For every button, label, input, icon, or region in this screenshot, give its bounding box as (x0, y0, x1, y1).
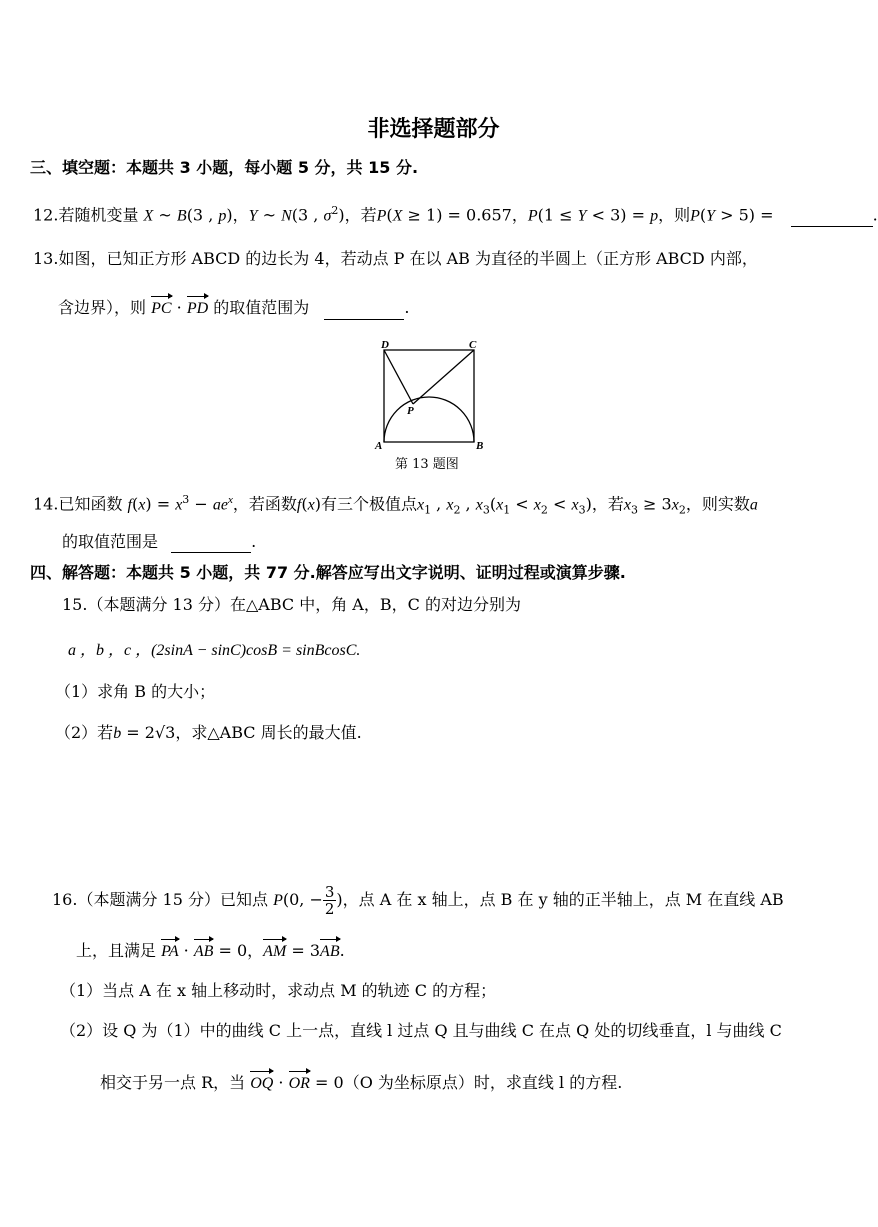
semicircle-ab (384, 397, 474, 442)
vector-pa: PA (161, 941, 178, 963)
question-16-line1: 16.（本题满分 15 分）已知点 P(0, − $\frac{3}{2}$ )，点 A 在 x 轴上，点 B 在 y 轴的正半轴上，点 M 在直线 AB (52, 883, 784, 918)
q14-mid: ，若函数 (232, 494, 297, 514)
question-16-part2-line1: （2）设 Q 为（1）中的曲线 C 上一点，直线 l 过点 Q 且与曲线 C 在点 Q 处的切线垂直，l 与曲线 C (60, 1021, 782, 1040)
question-15-line1: 15.（本题满分 13 分）在△ABC 中，角 A，B，C 的对边分别为 (62, 595, 521, 614)
figure-caption: 第 13 题图 (395, 457, 459, 472)
q12-answer-blank[interactable] (791, 212, 873, 227)
q14-answer-blank[interactable] (171, 538, 251, 553)
vector-am: AM (263, 941, 286, 963)
question-14-line2: 的取值范围是 . (62, 532, 257, 551)
q13-figure (370, 336, 490, 454)
q15-part2-pre: （2）若 (55, 723, 114, 742)
q14-mid2: 有三个极值点 (320, 494, 417, 514)
q13-answer-blank[interactable] (324, 305, 404, 320)
q16-part2-post: （O 为坐标原点）时，求直线 l 的方程. (343, 1073, 623, 1092)
question-12: 12.若随机变量 X ~ B(3 , p)，Y ~ N(3 , $\sigma^2$)，若P(X ≥ 1) = 0.657，P(1 ≤ Y < 3) = p，则P(Y > 5) = . (33, 200, 878, 227)
segment-pd (384, 350, 413, 404)
question-16-part1: （1）当点 A 在 x 轴上移动时，求动点 M 的轨迹 C 的方程； (60, 981, 497, 1000)
vector-pc: PC (151, 298, 171, 320)
q16-line1-pre: 16.（本题满分 15 分）已知点 (52, 890, 268, 909)
q13-line2-post: 的取值范围为 (213, 298, 310, 317)
question-15-part1: （1）求角 B 的大小； (55, 682, 216, 701)
vector-pd: PD (187, 298, 208, 320)
question-15-part2: （2）若b = 2√3，求△ABC 周长的最大值. (55, 723, 362, 742)
q16-line2-pre: 上，且满足 (76, 941, 157, 960)
answer-header: 四、解答题：本题共 5 小题，共 77 分.解答应写出文字说明、证明过程或演算步骤. (30, 563, 626, 582)
q14-pre: 14.已知函数 (33, 494, 123, 514)
q13-line2-pre: 含边界），则 (58, 298, 147, 317)
vector-oq: OQ (250, 1073, 273, 1095)
question-15-line2: a ，b ，c ，(2sinA − sinC)cosB = sinBcosC. (68, 642, 361, 659)
q12-end: ，则 (658, 205, 691, 225)
vector-ab-2: AB (320, 941, 340, 963)
vector-or: OR (289, 1073, 310, 1095)
section-title: 非选择题部分 (367, 117, 500, 142)
q15-part2-post: ，求△ABC 周长的最大值. (175, 723, 362, 742)
q12-label: 12.若随机变量 (33, 205, 139, 225)
question-13-line1: 13.如图，已知正方形 ABCD 的边长为 4，若动点 P 在以 AB 为直径的半圆上（正方形 ABCD 内部， (33, 249, 758, 268)
fraction-3-2: $\frac{3}{2}$ (324, 883, 335, 918)
q12-rest: ，若 (344, 205, 377, 225)
label-a: A (375, 440, 383, 452)
segment-pc (413, 350, 474, 404)
square-abcd (384, 350, 474, 442)
question-14-line1: 14.已知函数 $f(x) = x^3 - ae^x$，若函数f(x)有三个极值点$x_1$ , $x_2$ , $x_3(x_1 < x_2 < x_3)$，若$x_3 \ge 3x_2$，则实数a (33, 493, 758, 517)
q16-line1-post: ，点 A 在 x 轴上，点 B 在 y 轴的正半轴上，点 M 在直线 AB (342, 890, 784, 909)
q14-end: ，若 (591, 494, 624, 514)
label-b: B (476, 440, 484, 452)
label-p: P (407, 405, 414, 417)
q16-part2-pre: 相交于另一点 R，当 (100, 1073, 246, 1092)
label-c: C (469, 339, 477, 351)
label-d: D (381, 339, 389, 351)
q14-line2: 的取值范围是 (62, 532, 159, 551)
q14-tail: ，则实数 (685, 494, 750, 514)
vector-ab: AB (194, 941, 214, 963)
question-16-line2: 上，且满足 PA · AB = 0，AM = 3AB. (76, 940, 345, 963)
question-13-line2: 含边界），则 PC · PD 的取值范围为 . (58, 297, 409, 320)
question-16-part2-line2: 相交于另一点 R，当 OQ · OR = 0（O 为坐标原点）时，求直线 l 的方程. (100, 1072, 622, 1095)
fill-blank-header: 三、填空题：本题共 3 小题，每小题 5 分，共 15 分. (30, 158, 419, 177)
